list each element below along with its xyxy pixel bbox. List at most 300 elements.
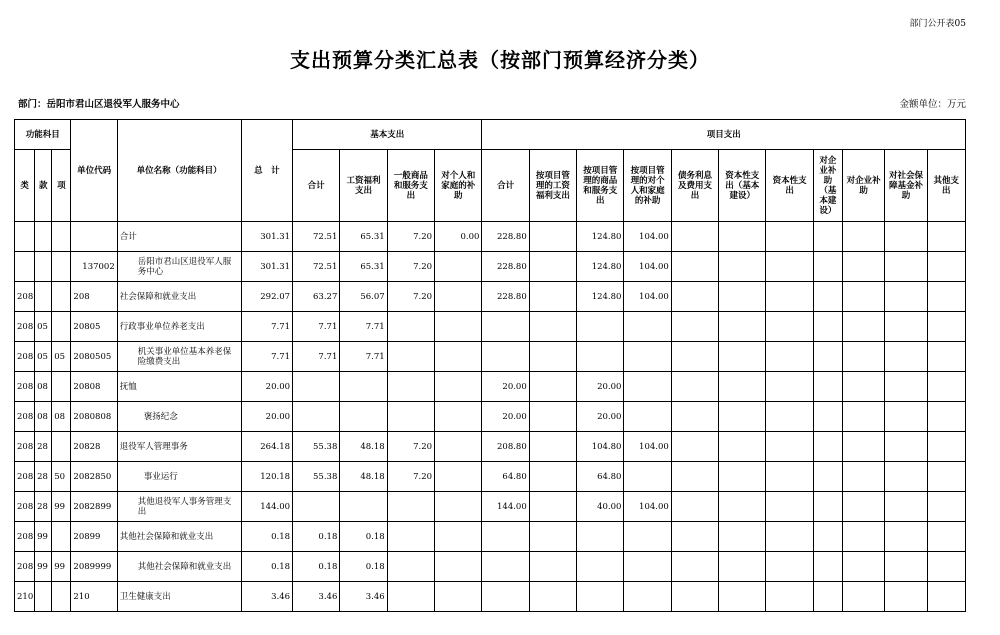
cell-code: 20899 <box>71 522 117 552</box>
cell-xiang: 50 <box>52 462 71 492</box>
project-sum-header: 合计 <box>482 150 529 222</box>
cell-b-goods: 7.20 <box>387 282 434 312</box>
unit-code-header: 单位代码 <box>71 120 117 222</box>
cell-empty <box>671 312 718 342</box>
cell-empty <box>885 282 927 312</box>
cell-kuan: 28 <box>35 492 52 522</box>
table-row <box>15 492 966 522</box>
project-enterprise-header: 对企业补助 <box>843 150 885 222</box>
cell-empty <box>885 432 927 462</box>
cell-empty <box>885 222 927 252</box>
cell-b-goods <box>387 552 434 582</box>
cell-empty <box>766 372 813 402</box>
cell-empty <box>885 252 927 282</box>
cell-p-wage <box>529 402 576 432</box>
cell-p-goods <box>577 552 624 582</box>
cell-empty <box>766 582 813 612</box>
cell-total: 20.00 <box>241 402 292 432</box>
cell-empty <box>671 342 718 372</box>
cell-empty <box>671 522 718 552</box>
cell-name: 其他社会保障和就业支出 <box>117 552 241 582</box>
cell-empty <box>813 522 842 552</box>
cell-empty <box>766 282 813 312</box>
cell-p-personal <box>624 402 671 432</box>
cell-xiang <box>52 312 71 342</box>
table-row <box>15 402 966 432</box>
cell-b-wage <box>340 372 387 402</box>
cell-xiang <box>52 282 71 312</box>
cell-p-personal <box>624 372 671 402</box>
cell-lei: 208 <box>15 492 35 522</box>
cell-empty <box>927 342 965 372</box>
cell-p-sum: 228.80 <box>482 252 529 282</box>
cell-lei: 208 <box>15 432 35 462</box>
amount-unit-label: 金额单位：万元 <box>899 99 966 110</box>
cell-empty <box>885 402 927 432</box>
cell-b-goods: 7.20 <box>387 252 434 282</box>
cell-empty <box>885 372 927 402</box>
cell-p-personal: 104.00 <box>624 222 671 252</box>
cell-empty <box>671 252 718 282</box>
cell-b-wage <box>340 492 387 522</box>
cell-total: 7.71 <box>241 312 292 342</box>
cell-b-wage <box>340 402 387 432</box>
cell-b-wage: 65.31 <box>340 252 387 282</box>
cell-p-sum: 228.80 <box>482 222 529 252</box>
cell-p-goods <box>577 342 624 372</box>
cell-empty <box>671 552 718 582</box>
cell-xiang <box>52 432 71 462</box>
cell-kuan: 08 <box>35 372 52 402</box>
cell-kuan <box>35 252 52 282</box>
cell-p-personal <box>624 342 671 372</box>
cell-kuan: 28 <box>35 432 52 462</box>
cell-empty <box>766 342 813 372</box>
cell-lei: 208 <box>15 282 35 312</box>
table-row <box>15 582 966 612</box>
cell-b-goods <box>387 492 434 522</box>
project-enterprise-build-header: 对企业补助（基本建设） <box>813 150 842 222</box>
cell-total: 7.71 <box>241 342 292 372</box>
cell-code: 2080505 <box>71 342 117 372</box>
cell-empty <box>719 432 766 462</box>
cell-empty <box>719 222 766 252</box>
total-header: 总 计 <box>241 120 292 222</box>
cell-b-goods <box>387 372 434 402</box>
cell-p-sum <box>482 552 529 582</box>
cell-empty <box>719 582 766 612</box>
cell-p-personal: 104.00 <box>624 492 671 522</box>
cell-code: 210 <box>71 582 117 612</box>
cell-p-sum: 208.80 <box>482 432 529 462</box>
cell-empty <box>927 402 965 432</box>
cell-lei: 210 <box>15 582 35 612</box>
cell-p-sum: 64.80 <box>482 462 529 492</box>
cell-empty <box>843 372 885 402</box>
cell-code: 20805 <box>71 312 117 342</box>
cell-b-personal <box>435 462 482 492</box>
table-row <box>15 252 966 282</box>
func-subject-header: 功能科目 <box>15 120 71 150</box>
cell-b-sum <box>293 492 340 522</box>
cell-empty <box>843 342 885 372</box>
cell-empty <box>885 552 927 582</box>
cell-xiang <box>52 222 71 252</box>
cell-name: 机关事业单位基本养老保险缴费支出 <box>117 342 241 372</box>
cell-empty <box>766 492 813 522</box>
cell-empty <box>813 282 842 312</box>
basic-expense-header: 基本支出 <box>293 120 482 150</box>
cell-p-sum: 144.00 <box>482 492 529 522</box>
budget-table <box>14 119 966 612</box>
cell-lei: 208 <box>15 522 35 552</box>
cell-b-personal <box>435 492 482 522</box>
table-row <box>15 222 966 252</box>
cell-empty <box>813 222 842 252</box>
cell-code: 2082850 <box>71 462 117 492</box>
cell-b-sum: 55.38 <box>293 462 340 492</box>
cell-empty <box>927 492 965 522</box>
cell-b-sum: 72.51 <box>293 252 340 282</box>
cell-empty <box>813 402 842 432</box>
cell-b-sum <box>293 372 340 402</box>
cell-empty <box>671 372 718 402</box>
cell-empty <box>671 222 718 252</box>
cell-total: 301.31 <box>241 222 292 252</box>
cell-p-personal <box>624 552 671 582</box>
cell-b-wage: 3.46 <box>340 582 387 612</box>
cell-b-personal <box>435 312 482 342</box>
cell-empty <box>813 492 842 522</box>
cell-empty <box>719 462 766 492</box>
cell-empty <box>766 552 813 582</box>
cell-b-goods: 7.20 <box>387 222 434 252</box>
cell-p-goods: 20.00 <box>577 372 624 402</box>
cell-empty <box>719 492 766 522</box>
cell-empty <box>843 222 885 252</box>
cell-empty <box>766 432 813 462</box>
cell-xiang: 99 <box>52 552 71 582</box>
cell-empty <box>813 342 842 372</box>
cell-empty <box>885 312 927 342</box>
cell-p-personal <box>624 582 671 612</box>
cell-code: 2080808 <box>71 402 117 432</box>
cell-empty <box>813 372 842 402</box>
cell-empty <box>813 312 842 342</box>
cell-empty <box>766 252 813 282</box>
cell-b-sum: 0.18 <box>293 522 340 552</box>
cell-p-sum: 228.80 <box>482 282 529 312</box>
cell-p-sum: 20.00 <box>482 402 529 432</box>
cell-p-goods: 124.80 <box>577 222 624 252</box>
cell-total: 0.18 <box>241 552 292 582</box>
project-capital-header: 资本性支出 <box>766 150 813 222</box>
cell-empty <box>843 522 885 552</box>
cell-kuan <box>35 582 52 612</box>
cell-empty <box>671 282 718 312</box>
cell-empty <box>927 522 965 552</box>
lei-header: 类 <box>15 150 35 222</box>
cell-b-sum: 0.18 <box>293 552 340 582</box>
cell-empty <box>843 432 885 462</box>
department-label: 部门：岳阳市君山区退役军人服务中心 <box>18 99 180 110</box>
cell-p-sum: 20.00 <box>482 372 529 402</box>
cell-b-sum <box>293 402 340 432</box>
cell-empty <box>671 402 718 432</box>
cell-code: 2082899 <box>71 492 117 522</box>
project-goods-header: 按项目管理的商品和服务支出 <box>577 150 624 222</box>
cell-b-wage: 48.18 <box>340 432 387 462</box>
cell-lei: 208 <box>15 372 35 402</box>
cell-p-sum <box>482 312 529 342</box>
cell-p-goods <box>577 522 624 552</box>
cell-b-sum: 7.71 <box>293 312 340 342</box>
cell-b-personal <box>435 432 482 462</box>
cell-p-wage <box>529 252 576 282</box>
cell-lei: 208 <box>15 342 35 372</box>
cell-empty <box>719 252 766 282</box>
cell-empty <box>719 402 766 432</box>
table-row <box>15 552 966 582</box>
cell-b-sum: 63.27 <box>293 282 340 312</box>
cell-empty <box>766 402 813 432</box>
cell-xiang: 99 <box>52 492 71 522</box>
cell-xiang: 05 <box>52 342 71 372</box>
cell-empty <box>671 462 718 492</box>
cell-b-wage: 7.71 <box>340 342 387 372</box>
cell-kuan: 99 <box>35 522 52 552</box>
cell-code: 20808 <box>71 372 117 402</box>
cell-total: 264.18 <box>241 432 292 462</box>
cell-name: 退役军人管理事务 <box>117 432 241 462</box>
cell-b-personal: 0.00 <box>435 222 482 252</box>
cell-b-goods <box>387 402 434 432</box>
cell-p-wage <box>529 492 576 522</box>
cell-empty <box>813 252 842 282</box>
cell-b-wage: 7.71 <box>340 312 387 342</box>
cell-lei: 208 <box>15 462 35 492</box>
cell-name: 合计 <box>117 222 241 252</box>
cell-lei: 208 <box>15 312 35 342</box>
cell-code: 137002 <box>71 252 117 282</box>
cell-name: 事业运行 <box>117 462 241 492</box>
cell-p-wage <box>529 282 576 312</box>
cell-b-goods <box>387 522 434 552</box>
cell-p-personal: 104.00 <box>624 252 671 282</box>
cell-total: 292.07 <box>241 282 292 312</box>
cell-b-personal <box>435 522 482 552</box>
table-row <box>15 462 966 492</box>
project-personal-header: 按项目管理的对个人和家庭的补助 <box>624 150 671 222</box>
cell-empty <box>843 282 885 312</box>
cell-empty <box>927 372 965 402</box>
cell-b-goods <box>387 342 434 372</box>
cell-empty <box>927 582 965 612</box>
table-row <box>15 372 966 402</box>
basic-personal-header: 对个人和家庭的补助 <box>435 150 482 222</box>
unit-name-header: 单位名称（功能科目） <box>117 120 241 222</box>
cell-empty <box>927 462 965 492</box>
cell-empty <box>671 432 718 462</box>
cell-empty <box>719 312 766 342</box>
cell-b-personal <box>435 252 482 282</box>
cell-empty <box>885 342 927 372</box>
cell-b-personal <box>435 342 482 372</box>
cell-empty <box>719 342 766 372</box>
cell-empty <box>927 552 965 582</box>
cell-xiang <box>52 372 71 402</box>
table-row <box>15 342 966 372</box>
cell-b-personal <box>435 582 482 612</box>
cell-empty <box>671 582 718 612</box>
cell-code <box>71 222 117 252</box>
cell-p-goods: 124.80 <box>577 252 624 282</box>
cell-p-sum <box>482 522 529 552</box>
cell-empty <box>843 402 885 432</box>
cell-empty <box>719 552 766 582</box>
cell-empty <box>885 582 927 612</box>
cell-b-personal <box>435 372 482 402</box>
table-body <box>15 222 966 612</box>
cell-empty <box>885 462 927 492</box>
basic-goods-header: 一般商品和服务支出 <box>387 150 434 222</box>
cell-empty <box>843 552 885 582</box>
cell-b-wage: 65.31 <box>340 222 387 252</box>
project-debt-header: 债务利息及费用支出 <box>671 150 718 222</box>
cell-xiang <box>52 522 71 552</box>
cell-p-goods <box>577 312 624 342</box>
project-other-header: 其他支出 <box>927 150 965 222</box>
basic-sum-header: 合计 <box>293 150 340 222</box>
cell-kuan: 05 <box>35 342 52 372</box>
table-row <box>15 522 966 552</box>
cell-empty <box>766 312 813 342</box>
cell-empty <box>843 312 885 342</box>
page-title: 支出预算分类汇总表（按部门预算经济分类） <box>290 48 710 72</box>
cell-p-goods <box>577 582 624 612</box>
cell-p-sum <box>482 342 529 372</box>
cell-b-personal <box>435 552 482 582</box>
cell-total: 3.46 <box>241 582 292 612</box>
cell-b-sum: 72.51 <box>293 222 340 252</box>
cell-empty <box>885 492 927 522</box>
cell-total: 20.00 <box>241 372 292 402</box>
cell-p-wage <box>529 372 576 402</box>
cell-code: 208 <box>71 282 117 312</box>
cell-kuan <box>35 222 52 252</box>
cell-name: 其他退役军人事务管理支出 <box>117 492 241 522</box>
project-social-fund-header: 对社会保障基金补助 <box>885 150 927 222</box>
cell-xiang: 08 <box>52 402 71 432</box>
kuan-header: 款 <box>35 150 52 222</box>
cell-b-personal <box>435 282 482 312</box>
cell-p-wage <box>529 312 576 342</box>
cell-p-goods: 124.80 <box>577 282 624 312</box>
cell-name: 卫生健康支出 <box>117 582 241 612</box>
table-row <box>15 432 966 462</box>
cell-empty <box>927 252 965 282</box>
cell-empty <box>843 462 885 492</box>
cell-empty <box>885 522 927 552</box>
project-expense-header: 项目支出 <box>482 120 966 150</box>
cell-empty <box>927 282 965 312</box>
cell-p-goods: 104.80 <box>577 432 624 462</box>
cell-p-wage <box>529 222 576 252</box>
cell-name: 行政事业单位养老支出 <box>117 312 241 342</box>
cell-b-goods: 7.20 <box>387 432 434 462</box>
cell-p-personal <box>624 522 671 552</box>
cell-name: 社会保障和就业支出 <box>117 282 241 312</box>
cell-empty <box>843 252 885 282</box>
cell-empty <box>927 222 965 252</box>
cell-code: 20828 <box>71 432 117 462</box>
cell-kuan: 05 <box>35 312 52 342</box>
document-code: 部门公开表05 <box>909 19 966 29</box>
cell-empty <box>813 552 842 582</box>
cell-b-wage: 0.18 <box>340 552 387 582</box>
cell-name: 岳阳市君山区退役军人服务中心 <box>117 252 241 282</box>
cell-xiang <box>52 252 71 282</box>
cell-lei <box>15 222 35 252</box>
table-header <box>15 120 966 222</box>
cell-empty <box>766 462 813 492</box>
cell-total: 0.18 <box>241 522 292 552</box>
table-row <box>15 282 966 312</box>
cell-p-wage <box>529 342 576 372</box>
cell-kuan: 08 <box>35 402 52 432</box>
table-row <box>15 312 966 342</box>
cell-b-goods <box>387 582 434 612</box>
cell-b-sum: 3.46 <box>293 582 340 612</box>
cell-lei: 208 <box>15 552 35 582</box>
cell-empty <box>813 582 842 612</box>
cell-empty <box>927 312 965 342</box>
cell-p-wage <box>529 582 576 612</box>
cell-p-personal <box>624 462 671 492</box>
basic-wage-header: 工资福利支出 <box>340 150 387 222</box>
xiang-header: 项 <box>52 150 71 222</box>
cell-name: 褒扬纪念 <box>117 402 241 432</box>
cell-empty <box>813 462 842 492</box>
cell-p-wage <box>529 552 576 582</box>
cell-empty <box>719 522 766 552</box>
cell-p-wage <box>529 432 576 462</box>
cell-lei: 208 <box>15 402 35 432</box>
cell-b-sum: 7.71 <box>293 342 340 372</box>
cell-b-goods <box>387 312 434 342</box>
project-capital-build-header: 资本性支出（基本建设） <box>719 150 766 222</box>
cell-code: 2089999 <box>71 552 117 582</box>
cell-empty <box>843 492 885 522</box>
cell-b-personal <box>435 402 482 432</box>
cell-kuan <box>35 282 52 312</box>
cell-p-wage <box>529 462 576 492</box>
cell-total: 120.18 <box>241 462 292 492</box>
cell-empty <box>671 492 718 522</box>
cell-b-wage: 56.07 <box>340 282 387 312</box>
cell-p-wage <box>529 522 576 552</box>
cell-p-personal <box>624 312 671 342</box>
cell-b-wage: 48.18 <box>340 462 387 492</box>
cell-empty <box>843 582 885 612</box>
cell-p-goods: 20.00 <box>577 402 624 432</box>
project-wage-header: 按项目管理的工资福利支出 <box>529 150 576 222</box>
cell-empty <box>813 432 842 462</box>
cell-name: 其他社会保障和就业支出 <box>117 522 241 552</box>
cell-kuan: 28 <box>35 462 52 492</box>
cell-kuan: 99 <box>35 552 52 582</box>
cell-empty <box>719 282 766 312</box>
